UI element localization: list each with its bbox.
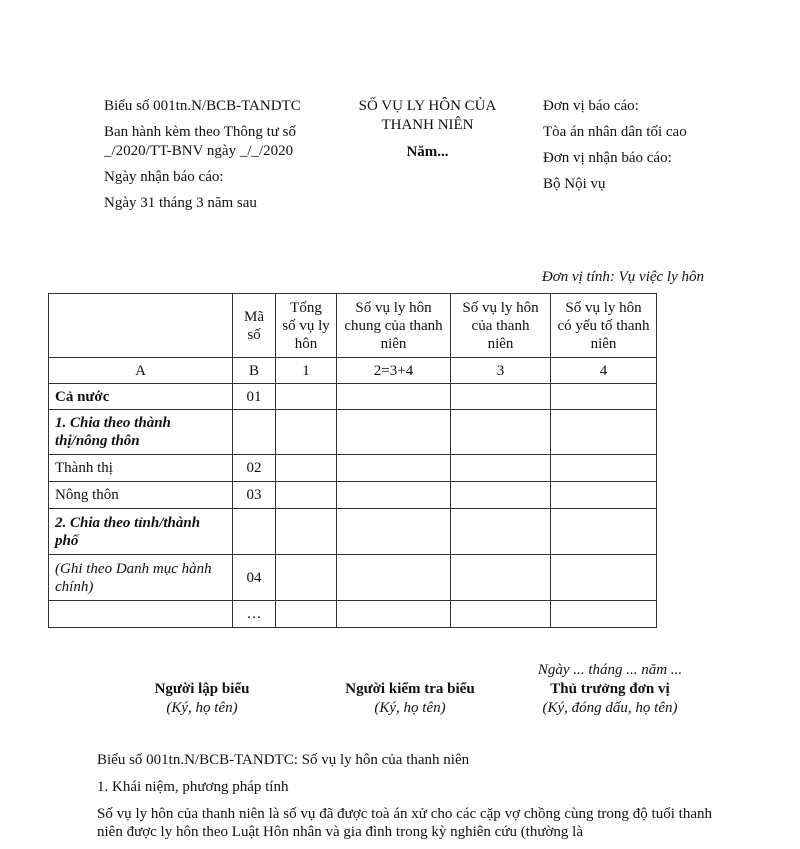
footer	[97, 751, 712, 849]
data-cell[interactable]	[276, 482, 337, 509]
head-signature	[526, 680, 694, 718]
row-code: 04	[233, 555, 276, 601]
preparer-sub: (Ký, họ tên)	[166, 700, 238, 716]
header-cell: Tổng số vụ ly hôn	[276, 294, 337, 358]
issued-with: Ban hành kèm theo Thông tư số _/2020/TT-BNV ngày _/_/2020	[104, 124, 296, 159]
row-label	[49, 601, 233, 628]
row-label: Nông thôn	[49, 482, 233, 509]
header-row	[49, 294, 657, 358]
unit-note: Đơn vị tính: Vụ việc ly hôn	[541, 269, 704, 285]
data-cell[interactable]	[337, 601, 451, 628]
report-table	[48, 293, 657, 628]
index-cell: 1	[276, 358, 337, 384]
index-cell: 3	[451, 358, 551, 384]
header-cell: Số vụ ly hôn có yếu tố thanh niên	[551, 294, 657, 358]
receiving-unit-label: Đơn vị nhận báo cáo:	[543, 150, 672, 166]
data-cell[interactable]	[337, 509, 451, 555]
data-cell[interactable]	[451, 410, 551, 455]
form-description: Biểu số 001tn.N/BCB-TANDTC: Số vụ ly hôn của thanh niên	[97, 752, 470, 768]
data-cell[interactable]	[276, 555, 337, 601]
checker-sub: (Ký, họ tên)	[374, 700, 446, 716]
preparer-signature	[132, 680, 272, 718]
data-cell[interactable]	[337, 555, 451, 601]
data-cell[interactable]	[276, 384, 337, 410]
data-cell[interactable]	[451, 509, 551, 555]
table-row	[49, 384, 657, 410]
table-row	[49, 555, 657, 601]
header-right	[543, 97, 713, 201]
table-row	[49, 482, 657, 509]
data-cell[interactable]	[551, 410, 657, 455]
data-cell[interactable]	[276, 509, 337, 555]
row-code	[233, 410, 276, 455]
report-year: Năm...	[406, 144, 449, 160]
data-cell[interactable]	[551, 384, 657, 410]
row-label: Cả nước	[49, 384, 233, 410]
index-cell: A	[49, 358, 233, 384]
row-code	[233, 509, 276, 555]
row-label: (Ghi theo Danh mục hành chính)	[49, 555, 233, 601]
preparer-title: Người lập biểu	[154, 681, 250, 697]
row-label: 2. Chia theo tỉnh/thành phố	[49, 509, 233, 555]
data-cell[interactable]	[451, 384, 551, 410]
header-cell	[49, 294, 233, 358]
table-row	[49, 410, 657, 455]
data-cell[interactable]	[451, 555, 551, 601]
row-code: 03	[233, 482, 276, 509]
row-label: 1. Chia theo thành thị/nông thôn	[49, 410, 233, 455]
section-heading: 1. Khái niệm, phương pháp tính	[97, 779, 289, 795]
form-code: Biểu số 001tn.N/BCB-TANDTC	[104, 98, 301, 114]
data-cell[interactable]	[551, 482, 657, 509]
data-cell[interactable]	[551, 555, 657, 601]
data-cell[interactable]	[551, 601, 657, 628]
row-label: Thành thị	[49, 455, 233, 482]
receive-date: Ngày 31 tháng 3 năm sau	[104, 195, 257, 211]
index-row	[49, 358, 657, 384]
data-cell[interactable]	[276, 410, 337, 455]
checker-title: Người kiểm tra biểu	[345, 681, 475, 697]
row-code: 02	[233, 455, 276, 482]
receiving-unit: Bộ Nội vụ	[543, 176, 606, 192]
head-title: Thủ trưởng đơn vị	[550, 681, 670, 697]
row-code: 01	[233, 384, 276, 410]
index-cell: 4	[551, 358, 657, 384]
reporting-unit: Tòa án nhân dân tối cao	[543, 124, 687, 140]
table-row	[49, 455, 657, 482]
table-row	[49, 601, 657, 628]
header-cell: Số vụ ly hôn của thanh niên	[451, 294, 551, 358]
header-left	[104, 97, 329, 220]
reporting-unit-label: Đơn vị báo cáo:	[543, 98, 639, 114]
row-code: …	[233, 601, 276, 628]
data-cell[interactable]	[551, 455, 657, 482]
definition-paragraph: Số vụ ly hôn của thanh niên là số vụ đã được toà án xử cho các cặp vợ chồng cùng trong độ tuổi thanh niên được ly hôn theo Luật Hôn nhân và gia đình trong kỳ nghiên cứu (thường là	[97, 806, 712, 840]
data-cell[interactable]	[337, 410, 451, 455]
report-title: SỐ VỤ LY HÔN CỦA THANH NIÊN	[358, 98, 497, 133]
data-cell[interactable]	[337, 455, 451, 482]
checker-signature	[330, 680, 490, 718]
data-cell[interactable]	[451, 482, 551, 509]
data-cell[interactable]	[451, 455, 551, 482]
data-cell[interactable]	[337, 384, 451, 410]
data-cell[interactable]	[276, 455, 337, 482]
table-row	[49, 509, 657, 555]
data-cell[interactable]	[551, 509, 657, 555]
receive-label: Ngày nhận báo cáo:	[104, 169, 224, 185]
header-cell: Mã số	[233, 294, 276, 358]
header-cell: Số vụ ly hôn chung của thanh niên	[337, 294, 451, 358]
header-center	[340, 97, 515, 170]
index-cell: B	[233, 358, 276, 384]
data-cell[interactable]	[337, 482, 451, 509]
data-cell[interactable]	[451, 601, 551, 628]
signature-date: Ngày ... tháng ... năm ...	[537, 662, 683, 678]
index-cell: 2=3+4	[337, 358, 451, 384]
data-cell[interactable]	[276, 601, 337, 628]
head-sub: (Ký, đóng dấu, họ tên)	[542, 700, 678, 716]
